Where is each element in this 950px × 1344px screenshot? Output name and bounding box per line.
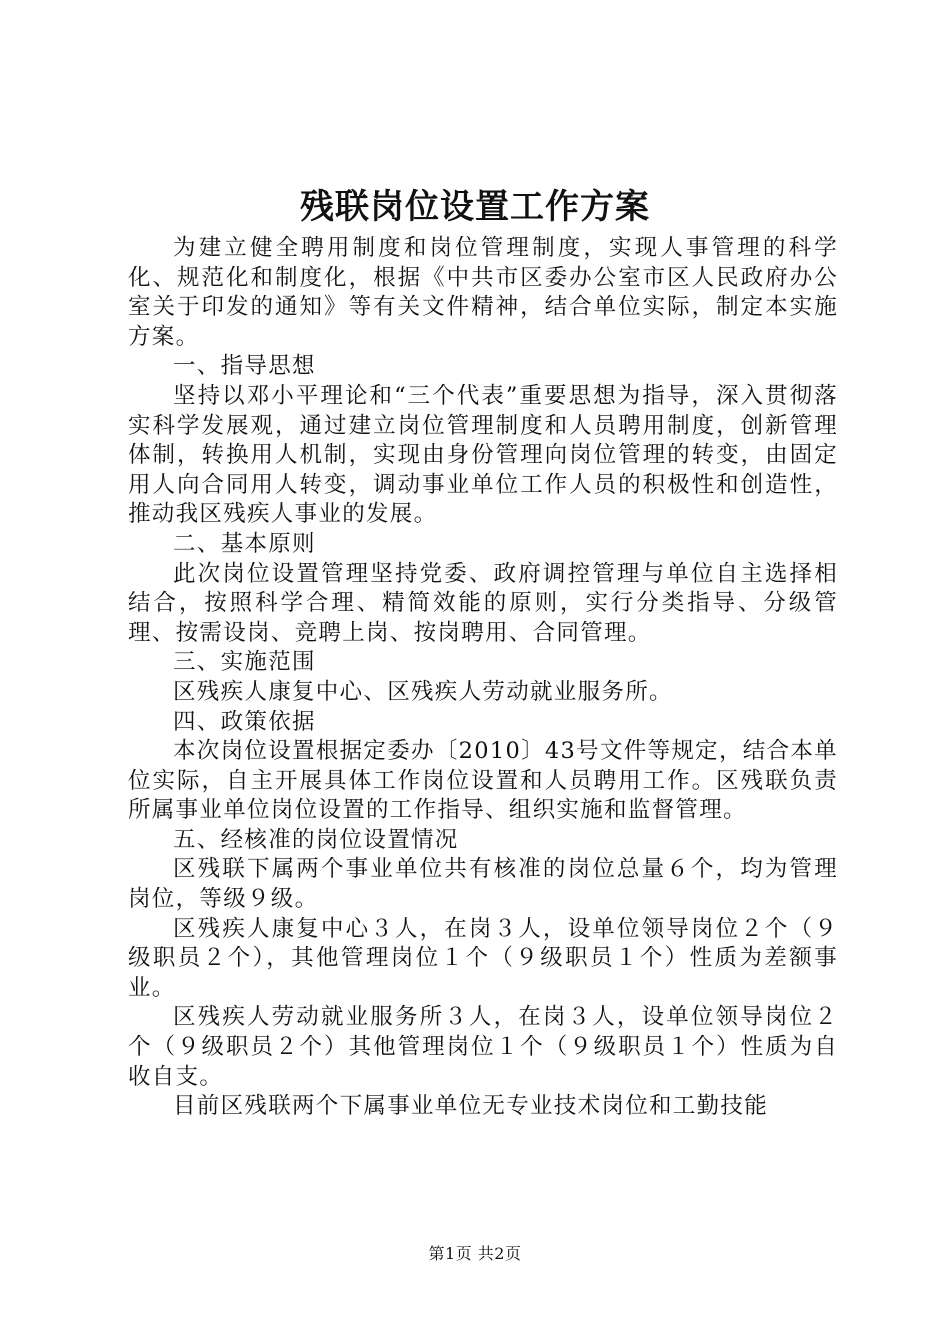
paragraph-employment-service: 区残疾人劳动就业服务所３人，在岗３人，设单位领导岗位２个（９级职员２个）其他管理岗位１个（９级职员１个）性质为自收自支。 bbox=[128, 1004, 838, 1090]
paragraph-guiding-ideology: 坚持以邓小平理论和“三个代表”重要思想为指导，深入贯彻落实科学发展观，通过建立岗位管理制度和人员聘用制度，创新管理体制，转换用人机制，实现由身份管理向岗位管理的转变，由固定用人向合同用人转变，调动事业单位工作人员的积极性和创造性，推动我区残疾人事业的发展。 bbox=[128, 382, 838, 528]
section-heading-approved-positions: 五、经核准的岗位设置情况 bbox=[173, 826, 459, 853]
paragraph-basic-principles: 此次岗位设置管理坚持党委、政府调控管理与单位自主选择相结合，按照科学合理、精简效能的原则，实行分类指导、分级管理、按需设岗、竞聘上岗、按岗聘用、合同管理。 bbox=[128, 560, 838, 646]
paragraph-policy-basis: 本次岗位设置根据定委办〔2010〕43号文件等规定，结合本单位实际，自主开展具体工作岗位设置和人员聘用工作。区残联负责所属事业单位岗位设置的工作指导、组织实施和监督管理。 bbox=[128, 738, 838, 824]
page-footer: 第1页 共2页 bbox=[428, 1244, 522, 1263]
paragraph-rehab-center: 区残疾人康复中心３人，在岗３人，设单位领导岗位２个（９级职员２个），其他管理岗位１个（９级职员１个）性质为差额事业。 bbox=[128, 915, 838, 1001]
document-body bbox=[128, 234, 838, 1122]
section-heading-policy-basis: 四、政策依据 bbox=[173, 708, 316, 735]
section-heading-basic-principles: 二、基本原则 bbox=[173, 530, 316, 557]
paragraph-no-technical-posts: 目前区残联两个下属事业单位无专业技术岗位和工勤技能 bbox=[173, 1093, 769, 1120]
paragraph-intro: 为建立健全聘用制度和岗位管理制度，实现人事管理的科学化、规范化和制度化，根据《中共市区委办公室市区人民政府办公室关于印发的通知》等有关文件精神，结合单位实际，制定本实施方案。 bbox=[128, 235, 838, 350]
section-heading-scope: 三、实施范围 bbox=[173, 649, 316, 676]
paragraph-position-total: 区残联下属两个事业单位共有核准的岗位总量６个，均为管理岗位，等级９级。 bbox=[128, 856, 838, 913]
document-title: 残联岗位设置工作方案 bbox=[300, 187, 650, 227]
section-heading-guiding-ideology: 一、指导思想 bbox=[173, 353, 316, 380]
paragraph-scope: 区残疾人康复中心、区残疾人劳动就业服务所。 bbox=[173, 678, 673, 705]
